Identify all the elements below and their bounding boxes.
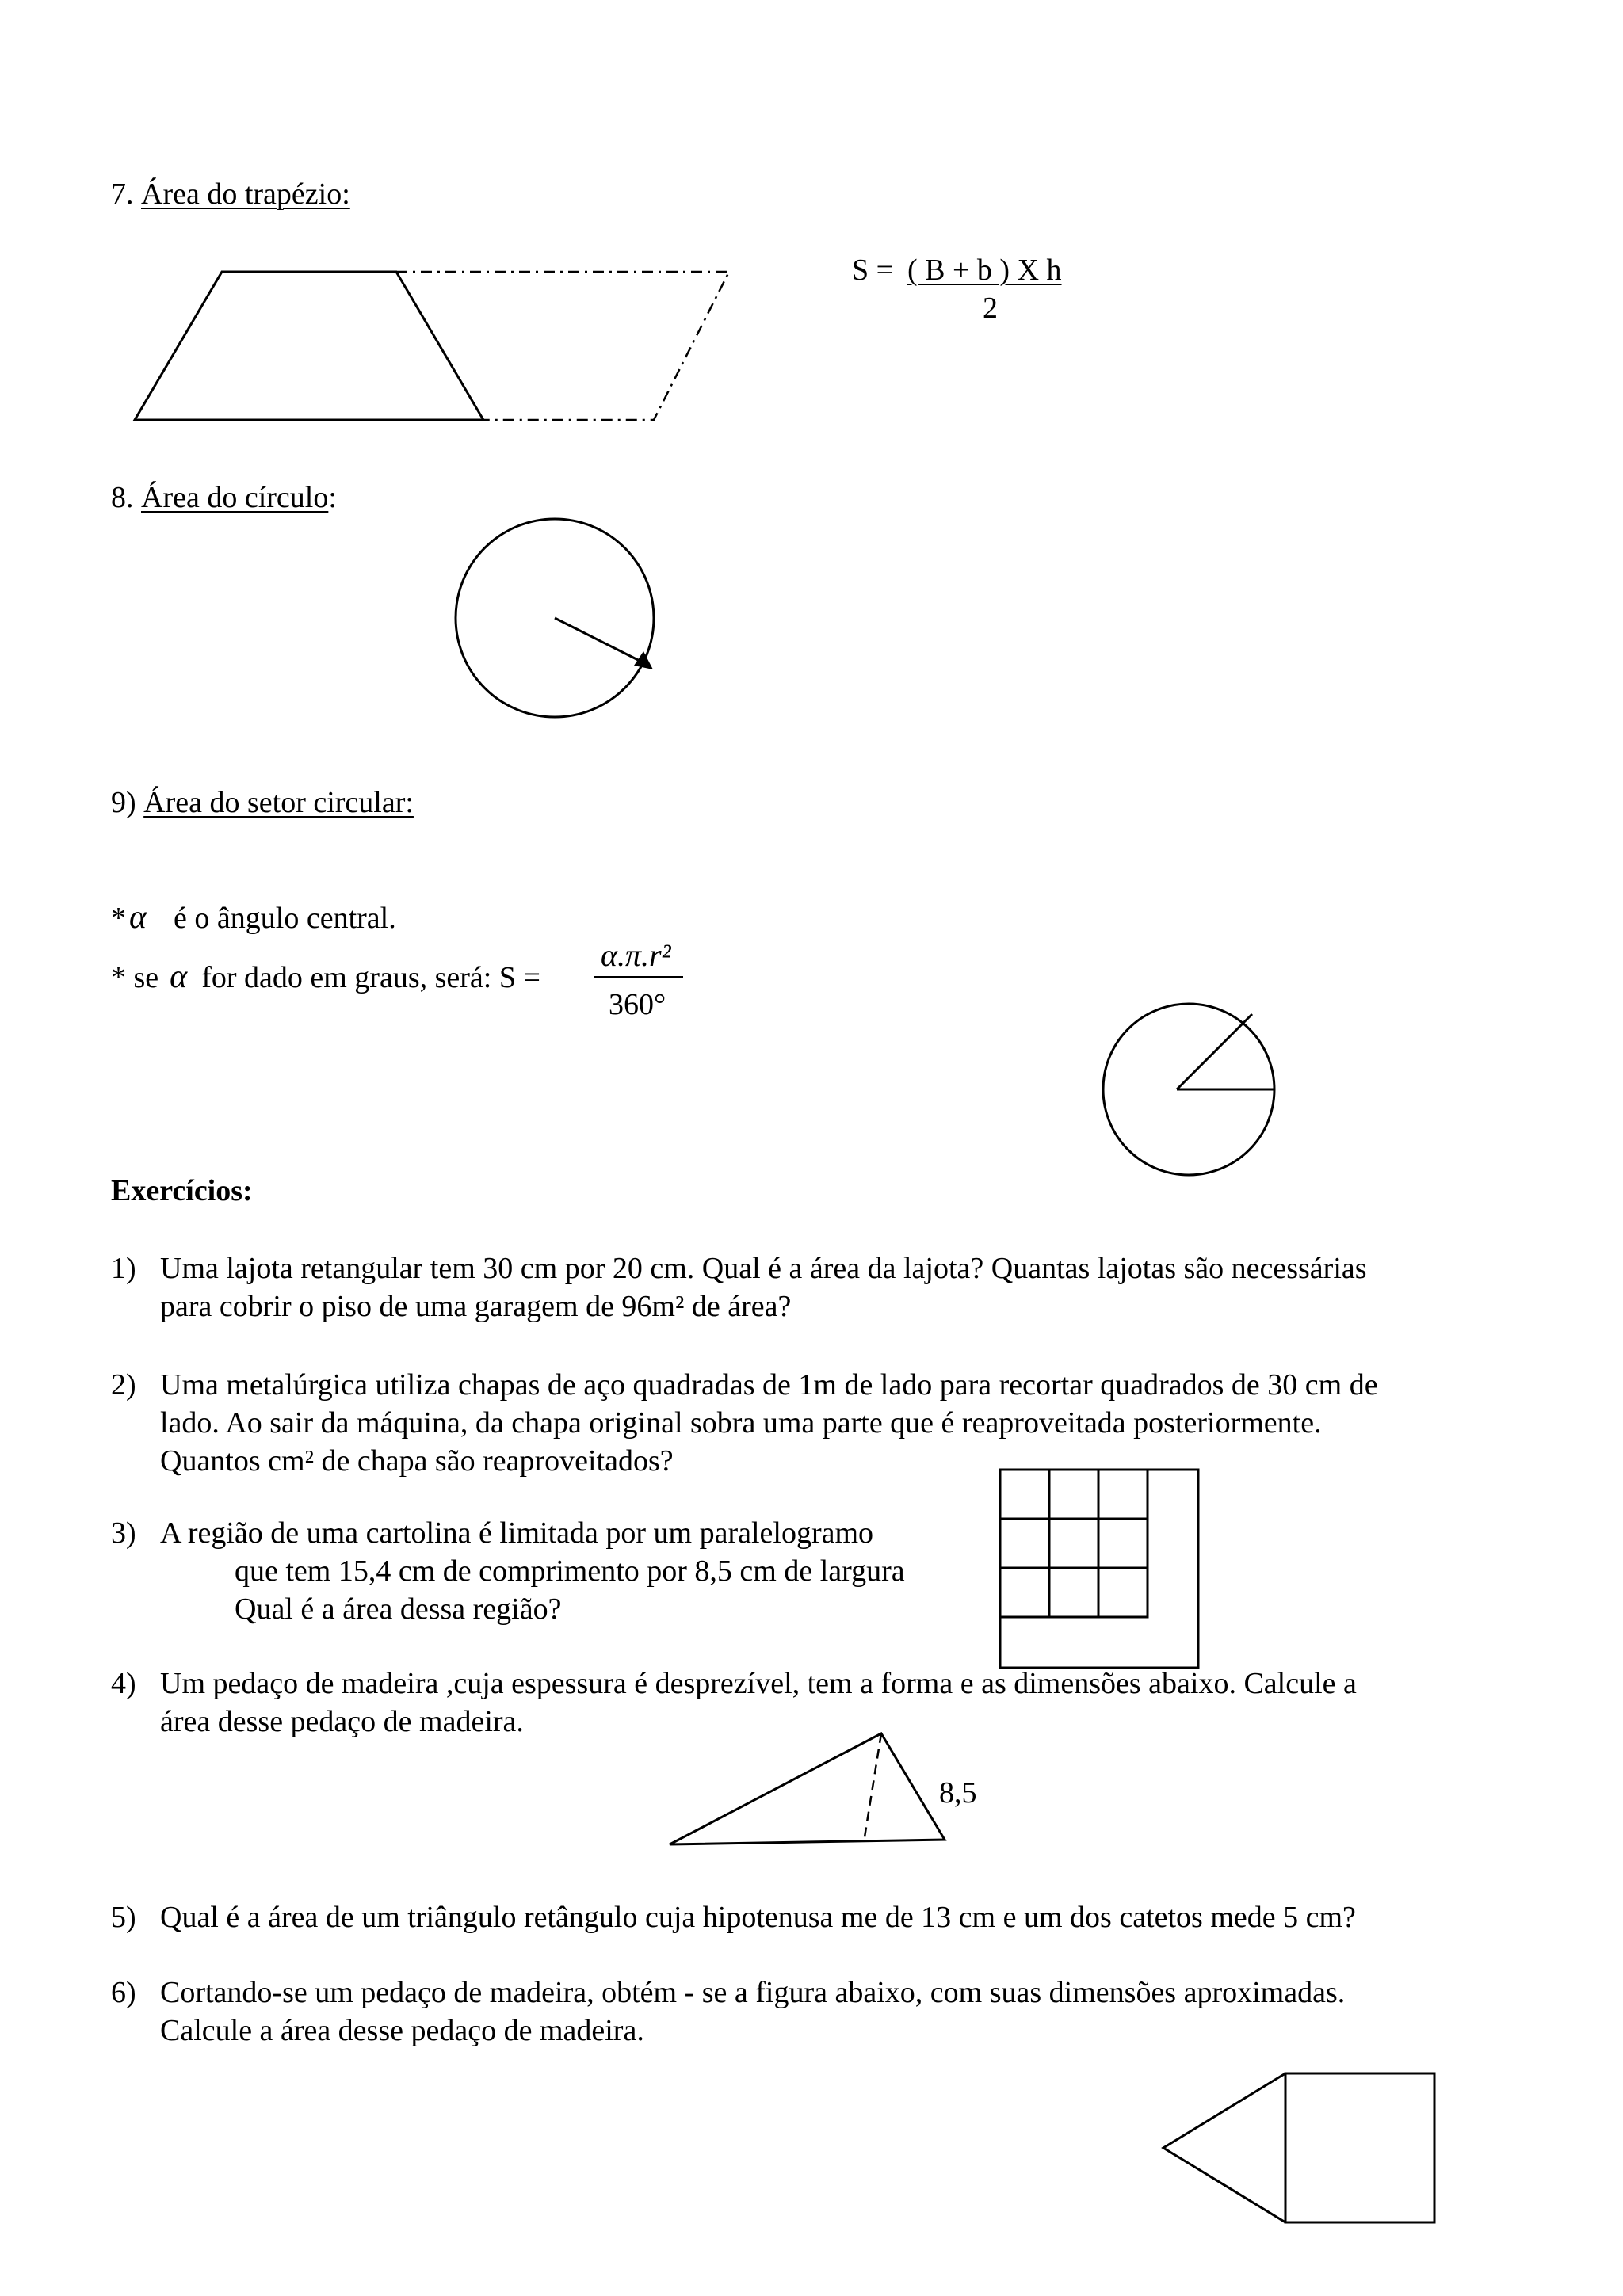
exercise-1-line-2: para cobrir o piso de uma garagem de 96m² de área?	[160, 1290, 792, 1323]
exercise-5-line-1: Qual é a área de um triângulo retângulo cuja hipotenusa me de 13 cm e um dos catetos mede 5 cm?	[160, 1901, 1356, 1934]
exercise-1-number: 1)	[111, 1252, 136, 1285]
section-7-title: Área do trapézio:	[141, 177, 350, 211]
trapezoid-formula-denominator: 2	[983, 292, 998, 325]
section-8-number: 8.	[111, 481, 141, 514]
house-square-part	[1285, 2073, 1434, 2222]
alpha-symbol-1: α	[129, 899, 147, 936]
exercise-3-line-1: A região de uma cartolina é limitada por um paralelogramo	[160, 1516, 874, 1550]
exercise-2-line-3: Quantos cm² de chapa são reaproveitados?	[160, 1444, 674, 1478]
section-8-title: Área do círculo	[141, 481, 329, 514]
exercise-2-number: 2)	[111, 1368, 136, 1402]
exercise-3-number: 3)	[111, 1516, 136, 1550]
section-7-number: 7.	[111, 177, 141, 211]
wood-triangle-side-label: 8,5	[939, 1776, 977, 1810]
trapezoid-formula-lhs: S =	[852, 254, 894, 287]
sector-formula-numerator: α.π.r²	[601, 937, 671, 973]
exercise-4-line-2: área desse pedaço de madeira.	[160, 1705, 524, 1738]
exercise-2-line-2: lado. Ao sair da máquina, da chapa original sobra uma parte que é reaproveitada posteriormente.	[160, 1406, 1322, 1440]
section-9-line-2-text: for dado em graus, será: S =	[201, 961, 540, 994]
exercise-4-number: 4)	[111, 1667, 136, 1700]
exercise-6-line-2: Calcule a área desse pedaço de madeira.	[160, 2014, 644, 2047]
section-9-line-2-prefix: * se	[111, 961, 159, 994]
exercise-1-line-1: Uma lajota retangular tem 30 cm por 20 cm. Qual é a área da lajota? Quantas lajotas são necessárias	[160, 1252, 1367, 1285]
section-9-line-1-text: é o ângulo central.	[174, 902, 396, 935]
section-9-number: 9)	[111, 786, 144, 819]
trapezoid-formula-numerator: ( B + b ) X h	[907, 254, 1062, 287]
section-9-line-1-prefix: *	[111, 902, 126, 935]
exercise-6-line-1: Cortando-se um pedaço de madeira, obtém - se a figura abaixo, com suas dimensões aproximadas.	[160, 1976, 1346, 2009]
exercise-2-line-1: Uma metalúrgica utiliza chapas de aço quadradas de 1m de lado para recortar quadrados de 30 cm de	[160, 1368, 1378, 1402]
sector-formula-denominator: 360°	[609, 988, 666, 1021]
exercise-6-number: 6)	[111, 1976, 136, 2009]
exercise-5-number: 5)	[111, 1901, 136, 1934]
exercise-4-line-1: Um pedaço de madeira ,cuja espessura é desprezível, tem a forma e as dimensões abaixo. Calcule a	[160, 1667, 1357, 1700]
exercise-3-line-3: Qual é a área dessa região?	[235, 1592, 562, 1626]
exercise-3-line-2: que tem 15,4 cm de comprimento por 8,5 cm de largura	[235, 1554, 905, 1588]
house-triangle-part	[1163, 2073, 1285, 2222]
exercises-heading: Exercícios:	[111, 1174, 253, 1207]
alpha-symbol-2: α	[170, 959, 188, 995]
section-8-colon: :	[328, 481, 337, 514]
section-9-title: Área do setor circular:	[143, 786, 414, 819]
